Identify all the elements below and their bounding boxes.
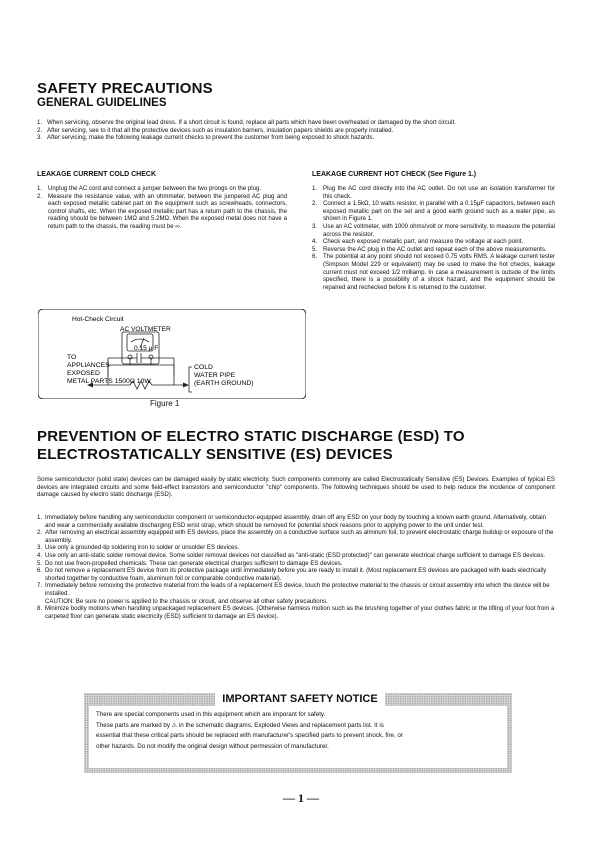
left-label-appliances: APPLIANCES [67,362,110,369]
capacitor-label: 0.15 μ F [134,345,159,352]
hot-check-circuit-figure [38,309,306,399]
list-item: 7. Immediately before removing the protective material from the leads of a replacement ES device, touch the protective material to the chassis or circuit assembly into which the device will be installed. [37,582,550,597]
list-item: 1. Unplug the AC cord and connect a jumper between the two prongs on the plug. [37,185,262,192]
arrow-right-icon [183,383,189,388]
list-item: CAUTION: Be sure no power is applied to the chassis or circuit, and observe all other safety precautions. [45,597,328,605]
left-label-to: TO [67,354,77,361]
left-label-metal-parts: METAL PARTS 1500Ω 10W [67,378,151,385]
list-item: 3. After servicing, make the following leakage current checks to prevent the customer from being exposed to shock hazards. [37,134,375,142]
esd-title-line2: ELECTROSTATICALLY SENSITIVE (ES) DEVICES [37,446,393,463]
voltmeter-label: AC VOLTMETER [120,326,171,333]
notice-line: other hazards. Do not modify the original design without permession of manufacturer. [96,742,329,750]
general-guidelines-list [37,119,554,142]
list-item: 2. After removing an electrical assembly equipped with ES devices, place the assembly on a conductive surface such as alminum foil, to prevent electrostatic charge buildup or exposure of the assembly. [37,529,554,544]
list-item: 8. Minimize bodily motions when handling unpackaged replacement ES devices. (Otherwise hamless motion such as the brushing together of your clothes fabric or the lifting of your foot from a carpeted floor can generate static electricity (ESD) sufficient to damage an ES device). [37,605,555,620]
list-item: 5. Do not use freon-propelled chemicals. These can generate electrical charges sufficient to damage ES devices. [37,559,343,567]
page-title: SAFETY PRECAUTIONS [37,80,213,97]
figure-box-title: Hot-Check Circuit [72,316,124,323]
esd-title-line1: PREVENTION OF ELECTRO STATIC DISCHARGE (ESD) TO [37,428,465,445]
section-subtitle: GENERAL GUIDELINES [37,97,167,109]
notice-line: There are special components used in this equipment which are imporant for safety. [96,711,326,718]
list-item: 2. Connect a 1.5kΩ, 10 watts resistor, in parallel with a 0.15μF capacitors, between each exposed metallic part on the set and a good earth ground such as a water pipe, as shown in Figure 1. [312,200,555,223]
cold-check-list [37,185,287,231]
list-item: 4. Use only an anti-static solder removal device. Some solder removal devices not classified as "anti-static (ESD protected)" can generate electrical charge sufficient to damage ES devices. [37,551,546,559]
notice-title: IMPORTANT SAFETY NOTICE [215,693,385,706]
list-item: 1. Plug the AC cord directly into the AC outlet. Do not use an isolation transformer for this check. [312,185,555,200]
list-item: 6. Do not remove a replacement ES device from its protective package until immediately before you are ready to install it. (Most replacement ES devices are packaged with leads electrically shorted together by conductive foam, aluminum foil or comparable conductive material). [37,567,547,582]
hot-check-list [312,185,555,291]
list-item: 3. Use an AC voltmeter, with 1000 ohms/volt or more sensitivity, to measure the potential across the resistor. [312,222,555,238]
esd-list [37,514,555,620]
ground-bracket-icon [189,367,192,392]
notice-line: These parts are marked by ⚠ in the schematic diagrams, Exploded Views and replacement parts list. It is [96,721,384,729]
left-label-exposed: EXPOSED [67,370,100,377]
list-item: 5. Reverse the AC plug in the AC outlet and repeat each of the above measurements. [312,245,547,253]
important-safety-notice [84,693,512,773]
list-item: 6. The potential at any point should not exceed 0.75 volts RMS. A leakage current tester (Simpson Model 229 or equivalent) may be used to make the hot checks, leakage current must not exceed 1/2 milliamp. In case a measurement is outside of the limits specified, there is a possibility of a shock hazard, and the equipment should be repaired and rechecked before it is returned to the customer. [312,253,555,291]
figure-caption: Figure 1 [150,399,180,408]
right-label-water-pipe: WATER PIPE [194,372,236,379]
esd-intro: Some semiconductor (solid state) devices can be damaged easily by static electricity. Such components commonly are called Electrostatically Sensitive (ES) Devices. Examples of typical ES devices are integrated circuits and some field-effect transistors and semiconductor "chip" components. The following techniques should be used to help reduce the incidence of component damage caused by electro static discharge (ESD). [37,476,555,499]
list-item: 1. When servicing, observe the original lead dress. If a short circuit is found, replace all parts which have been overheated or damaged by the short circuit. [37,119,456,126]
notice-body [89,706,507,768]
hot-check-heading: LEAKAGE CURRENT HOT CHECK (See Figure 1.) [312,171,477,178]
list-item: 4. Check each exposed metallic part, and measure the voltage at each point. [312,238,524,246]
right-label-earth-ground: (EARTH GROUND) [194,380,254,387]
list-item: 2. Measure the resistance value, with an ohmmeter, between the jumpered AC plug and each exposed metallic cabinet part on the equipment such as screwheads, connectors, control shafts, etc. When the exposed metallic part has a return path to the chassis, the reading should be between 1MΩ and 5.2MΩ. When the exposed metal does not have a return path to the chassis, the reading must be ∞. [37,192,287,230]
list-item: 3. Use only a grounded-tip soldering iron to solder or unsolder ES devices. [37,544,240,552]
right-label-cold: COLD [194,364,213,371]
cold-check-heading: LEAKAGE CURRENT COLD CHECK [37,171,156,178]
list-item: 1. Immediately before handling any semiconductor component or semiconductor-equipped assembly, drain off any ESD on your body by touching a known earth ground. Alternatively, obtain and wear a commercially available discharging ESD wrist strap, which should be removed for potential shock reasons prior to applying power to the unit under test. [37,514,546,529]
page-number: — 1 — [283,791,319,805]
list-item: 2. After servicing, see to it that all the protective devices such as insulation barriers, insulation papers shields are properly installed. [37,126,394,134]
notice-line: essential that these critical parts should be replaced with manufacturer's specified parts to prevent shock, fire, or [96,732,403,740]
